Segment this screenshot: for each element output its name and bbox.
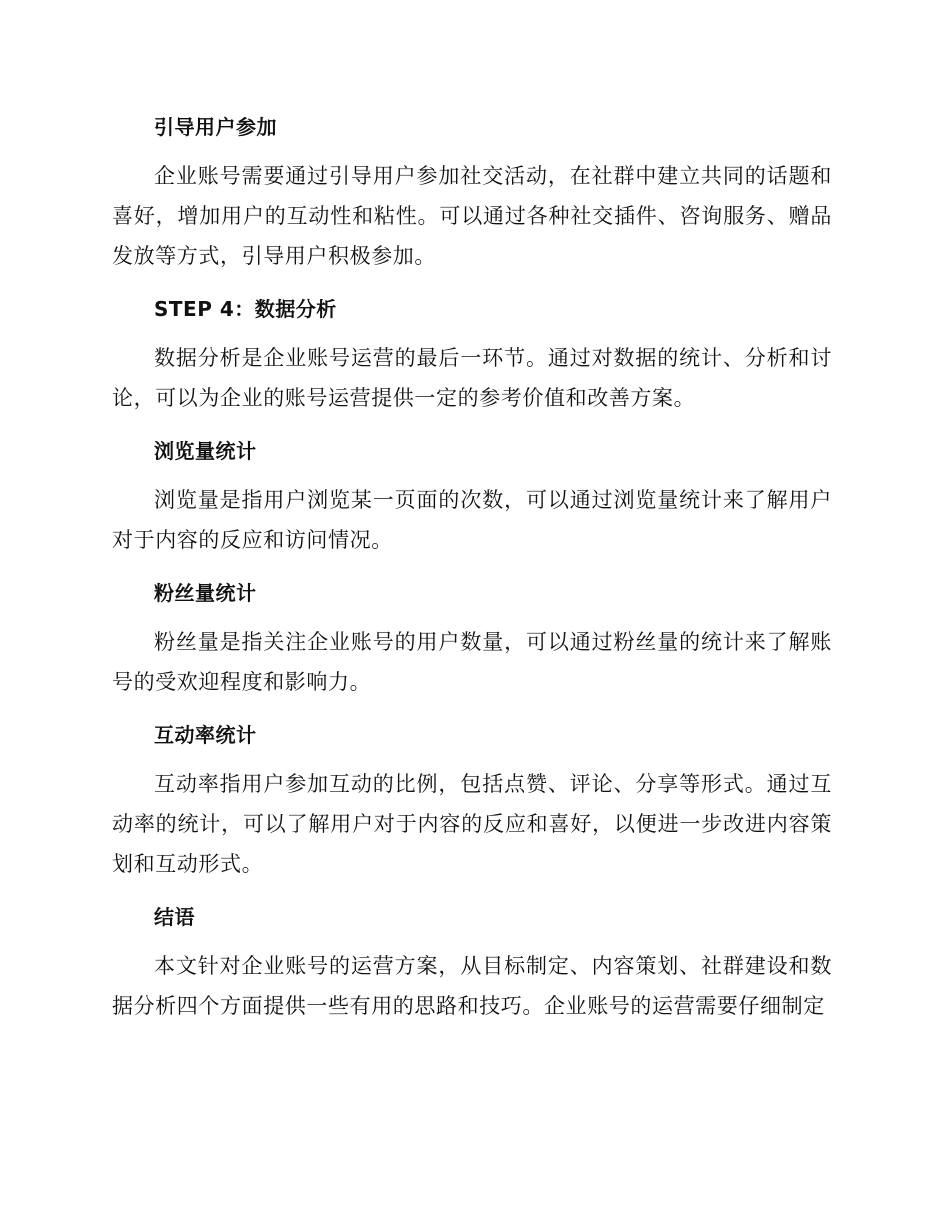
section-heading-guide-users: 引导用户参加 — [154, 115, 277, 139]
section-heading-followers: 粉丝量统计 — [154, 581, 257, 605]
section-paragraph-page-views: 浏览量是指用户浏览某一页面的次数，可以通过浏览量统计来了解用户对于内容的反应和访问情况。 — [112, 488, 832, 552]
section-heading-conclusion: 结语 — [154, 905, 195, 929]
section-paragraph-data-analysis: 数据分析是企业账号运营的最后一环节。通过对数据的统计、分析和讨论，可以为企业的账号运营提供一定的参考价值和改善方案。 — [112, 346, 832, 410]
section-heading-page-views: 浏览量统计 — [154, 439, 257, 463]
document-body — [112, 102, 832, 1034]
section-heading-engagement-rate: 互动率统计 — [154, 723, 257, 747]
section-paragraph-guide-users: 企业账号需要通过引导用户参加社交活动，在社群中建立共同的话题和喜好，增加用户的互动性和粘性。可以通过各种社交插件、咨询服务、赠品发放等方式，引导用户积极参加。 — [112, 164, 832, 268]
section-heading-step4-data-analysis: STEP 4：数据分析 — [154, 297, 337, 321]
section-paragraph-conclusion: 本文针对企业账号的运营方案，从目标制定、内容策划、社群建设和数据分析四个方面提供一些有用的思路和技巧。企业账号的运营需要仔细制定 — [112, 954, 832, 1018]
section-paragraph-engagement-rate: 互动率指用户参加互动的比例，包括点赞、评论、分享等形式。通过互动率的统计，可以了解用户对于内容的反应和喜好，以便进一步改进内容策划和互动形式。 — [112, 772, 832, 876]
section-paragraph-followers: 粉丝量是指关注企业账号的用户数量，可以通过粉丝量的统计来了解账号的受欢迎程度和影响力。 — [112, 630, 832, 694]
